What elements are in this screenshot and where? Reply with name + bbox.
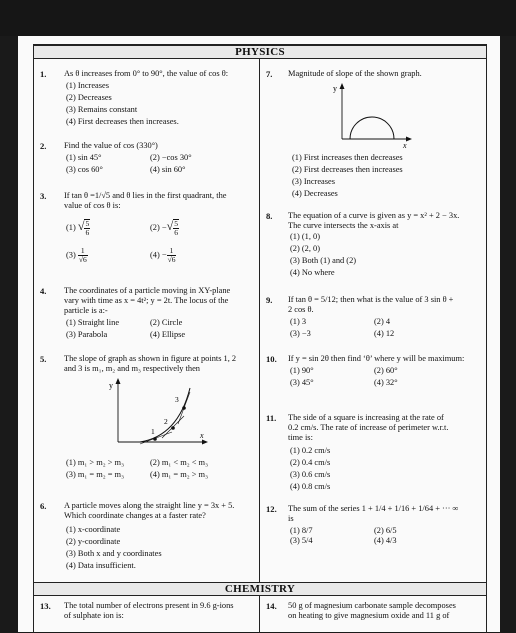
question-text-line-2: value of cos θ is: xyxy=(64,201,121,210)
question-text-line-1: The total number of electrons present in 9.6 g-ions xyxy=(64,601,234,610)
option-3[interactable]: (3) Both (1) and (2) xyxy=(290,256,357,265)
question-text: As θ increases from 0° to 90°, the value of cos θ: xyxy=(64,69,229,78)
option-4[interactable]: (4) Decreases xyxy=(292,189,338,198)
question-number: 6. xyxy=(40,501,47,511)
x-axis-arrow-icon xyxy=(202,440,208,445)
question-number: 1. xyxy=(40,69,47,79)
option-4[interactable]: (4) Data insufficient. xyxy=(66,561,136,570)
question-text-line-1: The equation of a curve is given as y = x² + 2 − 3x. xyxy=(288,211,460,220)
option-4[interactable]: (4) 0.8 cm/s xyxy=(290,482,331,491)
tangent-3 xyxy=(178,392,190,424)
question-text-line-3: particle is a:- xyxy=(64,306,108,315)
option-1[interactable]: (1) 90° xyxy=(290,366,314,375)
slope-graph-figure xyxy=(330,81,416,149)
question-text: If y = sin 2θ then find ‘θ’ where y will be maximum: xyxy=(288,354,465,363)
question-7[interactable] xyxy=(266,69,482,199)
option-1[interactable]: (1) First increases then decreases xyxy=(292,153,403,162)
question-text-line-2: vary with time as x = 4t²; y = 2t. The locus of the xyxy=(64,296,229,305)
option-1[interactable]: (1) sin 45° xyxy=(66,153,102,162)
window-top-bar xyxy=(0,0,516,36)
question-text-line-1: If tan θ = 5/12; then what is the value of 3 sin θ + xyxy=(288,295,454,304)
option-4[interactable]: (4) Ellipse xyxy=(150,330,186,339)
option-1[interactable]: (1) Increases xyxy=(66,81,110,90)
option-3[interactable]: (3) 0.6 cm/s xyxy=(290,470,331,479)
question-text-line-1: 50 g of magnesium carbonate sample decomposes xyxy=(288,601,456,610)
question-number: 11. xyxy=(266,413,277,423)
x-axis-label: x xyxy=(200,431,204,440)
option-1[interactable]: (1) x-coordinate xyxy=(66,525,121,534)
section-title-physics: PHYSICS xyxy=(34,45,486,59)
curve xyxy=(140,388,190,442)
y-axis-arrow-icon xyxy=(340,83,345,89)
option-1[interactable]: (1) √ $\frac{5}{6}$ xyxy=(66,218,90,237)
option-3[interactable]: (3) −3 xyxy=(290,329,311,338)
question-3[interactable] xyxy=(40,191,254,271)
option-2[interactable]: (2) y-coordinate xyxy=(66,537,121,546)
question-number: 8. xyxy=(266,211,273,221)
question-number: 3. xyxy=(40,191,47,201)
option-1[interactable]: (1) m₁ > m₂ > m₃ xyxy=(66,458,124,467)
question-text-line-2: and 3 is m₁, m₂ and m₃ respectively then xyxy=(64,364,200,373)
y-axis-label: y xyxy=(333,84,337,93)
question-number: 7. xyxy=(266,69,273,79)
question-number: 9. xyxy=(266,295,273,305)
question-number: 10. xyxy=(266,354,277,364)
option-1[interactable]: (1) (1, 0) xyxy=(290,232,320,241)
y-axis-label: y xyxy=(109,381,113,390)
question-text-line-2: of sulphate ion is: xyxy=(64,611,124,620)
section-title-chemistry: CHEMISTRY xyxy=(34,582,486,596)
option-2[interactable]: (2) Decreases xyxy=(66,93,112,102)
question-number: 5. xyxy=(40,354,47,364)
point-3-label: 3 xyxy=(175,395,179,404)
option-2[interactable]: (2) 4 xyxy=(374,317,391,326)
question-text-line-2: 2 cos θ. xyxy=(288,305,314,314)
question-number: 12. xyxy=(266,504,277,514)
question-5[interactable] xyxy=(40,354,254,484)
option-3[interactable]: (3) m₁ = m₂ = m₃ xyxy=(66,470,124,479)
question-number: 4. xyxy=(40,286,47,296)
question-text-line-3: time is: xyxy=(288,433,313,442)
question-text-line-1: If tan θ =1/√5 and θ lies in the first quadrant, the xyxy=(64,191,227,200)
option-3[interactable]: (3) $\frac{1}{√6}$ xyxy=(66,246,87,264)
option-3[interactable]: (3) cos 60° xyxy=(66,165,103,174)
question-text-line-2: The curve intersects the x-axis at xyxy=(288,221,399,230)
question-text: Find the value of cos (330°) xyxy=(64,141,158,150)
semicircle-curve xyxy=(350,117,394,139)
question-number: 2. xyxy=(40,141,47,151)
question-text-line-2: 0.2 cm/s. The rate of increase of perimeter w.r.t. xyxy=(288,423,449,432)
option-4[interactable]: (4) 12 xyxy=(374,329,395,338)
option-3[interactable]: (3) Remains constant xyxy=(66,105,138,114)
option-3[interactable]: (3) Parabola xyxy=(66,330,108,339)
option-4[interactable]: (4) − $\frac{1}{√6}$ xyxy=(150,246,176,264)
paper-border xyxy=(33,44,487,633)
question-text-line-1: The slope of graph as shown in figure at points 1, 2 xyxy=(64,354,237,363)
option-2[interactable]: (2) −√ $\frac{5}{6}$ xyxy=(150,218,178,237)
question-text-line-2: on heating to give magnesium oxide and 11 g of xyxy=(288,611,450,620)
option-2[interactable]: (2) m₁ < m₂ < m₃ xyxy=(150,458,208,467)
slope-graph-figure xyxy=(100,376,210,448)
option-2[interactable]: (2) 60° xyxy=(374,366,398,375)
option-1[interactable]: (1) 0.2 cm/s xyxy=(290,446,331,455)
question-paper xyxy=(18,36,500,632)
point-2-label: 2 xyxy=(164,417,168,426)
y-axis-arrow-icon xyxy=(116,378,121,384)
question-text-line-2: is xyxy=(288,514,294,523)
option-1[interactable]: (1) 8/7 xyxy=(290,526,313,535)
option-2[interactable]: (2) Circle xyxy=(150,318,183,327)
x-axis-arrow-icon xyxy=(406,137,412,142)
question-text: Magnitude of slope of the shown graph. xyxy=(288,69,422,78)
option-4[interactable]: (4) No where xyxy=(290,268,335,277)
option-3[interactable]: (3) Increases xyxy=(292,177,336,186)
column-divider-chemistry xyxy=(259,596,260,633)
question-text-line-1: The coordinates of a particle moving in XY-plane xyxy=(64,286,231,295)
option-2[interactable]: (2) (2, 0) xyxy=(290,244,320,253)
option-4[interactable]: (4) 32° xyxy=(374,378,398,387)
option-4[interactable]: (4) First decreases then increases. xyxy=(66,117,179,126)
option-4[interactable]: (4) 4/3 xyxy=(374,536,397,545)
x-axis-label: x xyxy=(403,141,407,149)
option-1[interactable]: (1) Straight line xyxy=(66,318,120,327)
question-text-line-1: A particle moves along the straight line y = 3x + 5. xyxy=(64,501,235,510)
option-1[interactable]: (1) 3 xyxy=(290,317,307,326)
option-2[interactable]: (2) 6/5 xyxy=(374,526,397,535)
question-text-line-2: Which coordinate changes at a faster rate? xyxy=(64,511,206,520)
point-1-label: 1 xyxy=(151,427,155,436)
option-3[interactable]: (3) 45° xyxy=(290,378,314,387)
option-2[interactable]: (2) 0.4 cm/s xyxy=(290,458,331,467)
question-text-line-1: The sum of the series 1 + 1/4 + 1/16 + 1/64 + ··· ∞ xyxy=(288,504,459,513)
question-number: 14. xyxy=(266,601,277,611)
option-2[interactable]: (2) −cos 30° xyxy=(150,153,192,162)
option-2[interactable]: (2) First decreases then increases xyxy=(292,165,403,174)
option-3[interactable]: (3) Both x and y coordinates xyxy=(66,549,162,558)
question-text-line-1: The side of a square is increasing at the rate of xyxy=(288,413,444,422)
option-3[interactable]: (3) 5/4 xyxy=(290,536,313,545)
column-divider xyxy=(259,58,260,582)
question-number: 13. xyxy=(40,601,51,611)
option-4[interactable]: (4) m₁ = m₂ > m₃ xyxy=(150,470,208,479)
option-4[interactable]: (4) sin 60° xyxy=(150,165,186,174)
